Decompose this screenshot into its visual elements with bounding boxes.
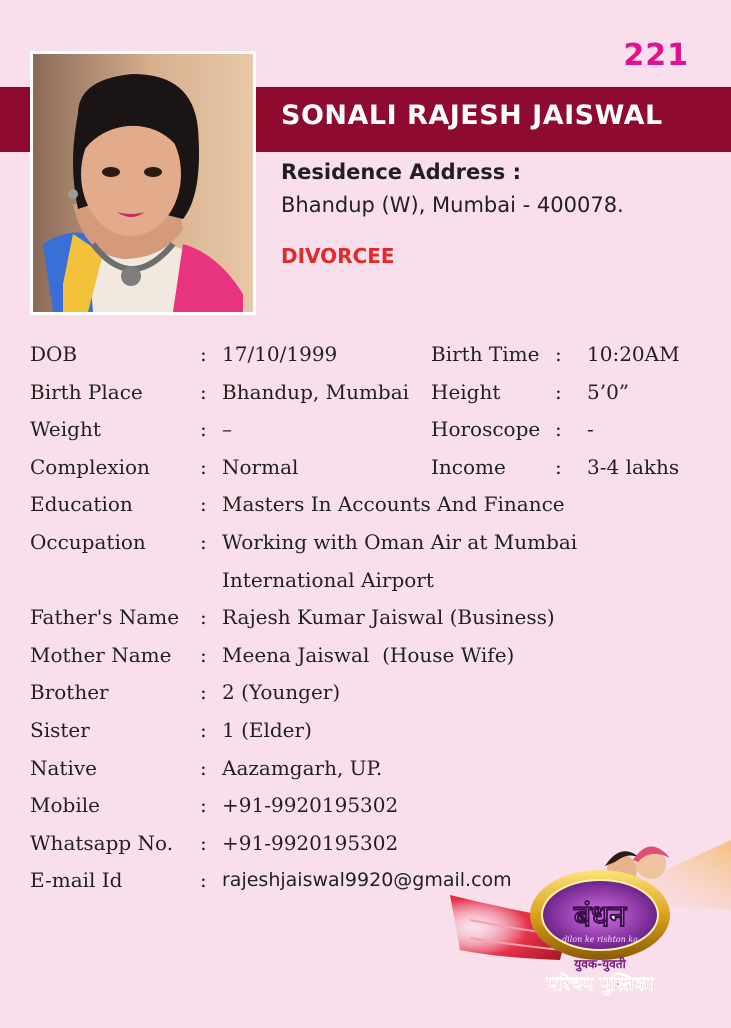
logo-subtitle-1: युवक-युवती <box>574 957 626 971</box>
detail-value: Normal <box>222 454 299 479</box>
residence-address-label: Residence Address : <box>281 160 521 184</box>
detail-row-brother <box>30 678 720 716</box>
detail-value: Working with Oman Air at Mumbai <box>222 529 578 554</box>
detail-label: Birth Place <box>30 379 143 404</box>
detail-label: Weight <box>30 417 101 442</box>
detail-label: DOB <box>30 342 78 366</box>
detail-colon: : <box>555 342 562 366</box>
detail-colon: : <box>200 379 207 404</box>
detail-label: Education <box>30 492 133 517</box>
detail-value: 10:20AM <box>587 342 680 366</box>
logo-tagline: dilon ke rishton ka <box>562 935 638 944</box>
detail-colon: : <box>200 793 207 818</box>
detail-row-dob <box>30 340 720 378</box>
detail-colon: : <box>555 454 562 479</box>
detail-value: 3-4 lakhs <box>587 454 680 479</box>
detail-row-mother <box>30 641 720 679</box>
detail-colon: : <box>200 830 207 855</box>
details-table <box>30 340 720 904</box>
detail-label: Father's Name <box>30 605 180 630</box>
detail-row-occupation-cont <box>30 566 720 604</box>
detail-label: Birth Time <box>431 342 540 366</box>
detail-row-father <box>30 603 720 641</box>
detail-colon: : <box>200 342 207 366</box>
bandhan-logo <box>450 840 731 1024</box>
detail-value: 1 (Elder) <box>222 717 312 742</box>
detail-label: Whatsapp No. <box>30 830 174 855</box>
detail-row-occupation <box>30 528 720 566</box>
profile-name: SONALI RAJESH JAISWAL <box>281 100 663 131</box>
detail-value: Meena Jaiswal (House Wife) <box>222 642 515 667</box>
detail-label: Brother <box>30 680 109 705</box>
detail-row-native <box>30 754 720 792</box>
detail-label: Mother Name <box>30 642 172 667</box>
detail-row-weight <box>30 415 720 453</box>
detail-value: Bhandup, Mumbai <box>222 379 410 404</box>
detail-colon: : <box>200 492 207 517</box>
detail-label: Height <box>431 379 501 404</box>
detail-colon: : <box>200 642 207 667</box>
detail-label: Sister <box>30 717 90 742</box>
detail-row-education <box>30 490 720 528</box>
logo-title: बंधन <box>573 899 627 934</box>
detail-label: Native <box>30 755 97 780</box>
detail-label: Occupation <box>30 529 146 554</box>
detail-row-complexion <box>30 453 720 491</box>
detail-colon: : <box>555 379 562 404</box>
detail-colon: : <box>200 868 207 893</box>
logo-subtitle-2: परिचय पुस्तिका <box>546 973 654 995</box>
detail-value: – <box>222 417 232 442</box>
detail-label: Horoscope <box>431 417 541 442</box>
residence-address-value: Bhandup (W), Mumbai - 400078. <box>281 193 624 217</box>
detail-value: Aazamgarh, UP. <box>222 755 383 780</box>
detail-value: 2 (Younger) <box>222 680 341 705</box>
detail-colon: : <box>200 680 207 705</box>
detail-label: Complexion <box>30 454 150 479</box>
detail-value: 17/10/1999 <box>222 342 338 366</box>
detail-colon: : <box>200 529 207 554</box>
detail-label: Income <box>431 454 506 479</box>
detail-value: 5’0” <box>587 379 630 404</box>
detail-colon: : <box>200 417 207 442</box>
detail-value: rajeshjaiswal9920@gmail.com <box>222 869 512 892</box>
detail-row-birth-place <box>30 378 720 416</box>
detail-colon: : <box>200 717 207 742</box>
detail-label: E-mail Id <box>30 868 123 893</box>
detail-value: Rajesh Kumar Jaiswal (Business) <box>222 605 555 630</box>
detail-row-sister <box>30 716 720 754</box>
detail-value: International Airport <box>222 567 434 592</box>
detail-value: - <box>587 417 594 442</box>
profile-photo <box>30 51 256 315</box>
marital-status: DIVORCEE <box>281 244 395 268</box>
profile-number: 221 <box>623 38 689 73</box>
detail-value: +91-9920195302 <box>222 793 399 818</box>
detail-colon: : <box>555 417 562 442</box>
detail-row-mobile <box>30 791 720 829</box>
detail-label: Mobile <box>30 793 100 818</box>
detail-colon: : <box>200 605 207 630</box>
detail-colon: : <box>200 755 207 780</box>
detail-colon: : <box>200 454 207 479</box>
detail-value: +91-9920195302 <box>222 830 399 855</box>
detail-value: Masters In Accounts And Finance <box>222 492 565 517</box>
